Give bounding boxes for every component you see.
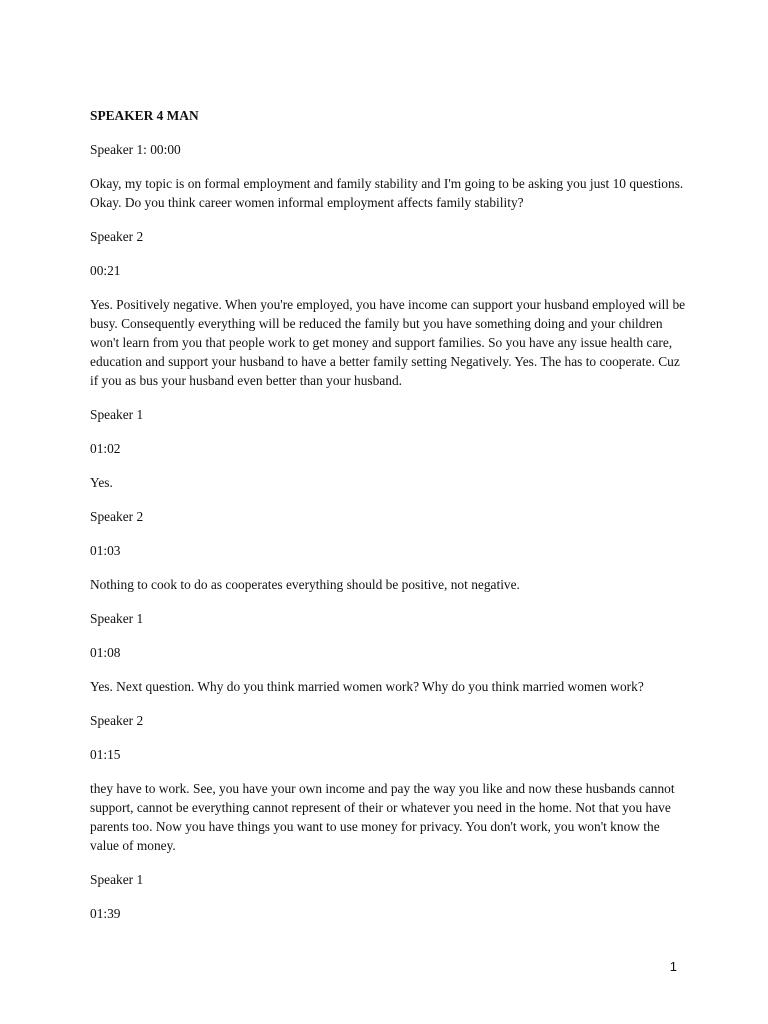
transcript-paragraph: Yes. Next question. Why do you think married women work? Why do you think married women work? xyxy=(90,679,644,694)
transcript-paragraph: they have to work. See, you have your own income and pay the way you like and now these husbands cannot support, cannot be everything cannot represent of their or whatever you need in the home. Not that you have parents too. Now you have things you want to use money for privacy. You don't work, you won't know the value of money. xyxy=(90,781,675,853)
page-number: 1 xyxy=(669,959,677,974)
transcript-paragraph: Yes. xyxy=(90,475,113,490)
speaker-label: Speaker 1 xyxy=(90,407,144,422)
speaker-label: Speaker 1: 00:00 xyxy=(90,142,181,157)
speaker-label: Speaker 2 xyxy=(90,509,144,524)
speaker-label: Speaker 1 xyxy=(90,611,144,626)
speaker-label: Speaker 2 xyxy=(90,713,144,728)
transcript-body xyxy=(90,106,690,938)
timestamp: 01:08 xyxy=(90,645,121,660)
document-heading: SPEAKER 4 MAN xyxy=(90,108,199,123)
transcript-paragraph: Nothing to cook to do as cooperates everything should be positive, not negative. xyxy=(90,577,520,592)
timestamp: 01:03 xyxy=(90,543,121,558)
timestamp: 01:02 xyxy=(90,441,121,456)
transcript-paragraph: Yes. Positively negative. When you're employed, you have income can support your husband employed will be busy. Consequently everything will be reduced the family but you have something doing and your children won't learn from you that people work to get money and support families. So you have any issue health care, education and support your husband to have a better family setting Negatively. Yes. The has to cooperate. Cuz if you as bus your husband even better than your husband. xyxy=(90,297,686,388)
transcript-paragraph: Okay, my topic is on formal employment and family stability and I'm going to be asking you just 10 questions. Okay. Do you think career women informal employment affects family stability? xyxy=(90,176,684,210)
timestamp: 00:21 xyxy=(90,263,121,278)
timestamp: 01:15 xyxy=(90,747,121,762)
speaker-label: Speaker 2 xyxy=(90,229,144,244)
timestamp: 01:39 xyxy=(90,906,121,921)
speaker-label: Speaker 1 xyxy=(90,872,144,887)
